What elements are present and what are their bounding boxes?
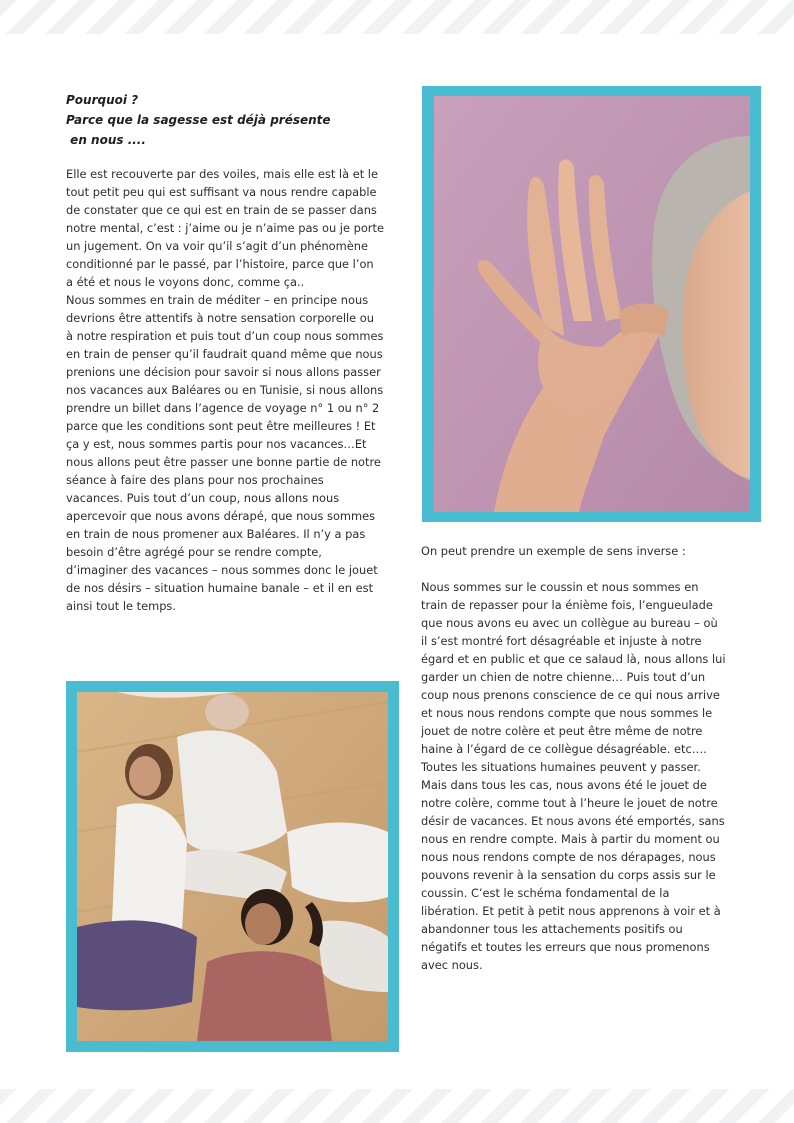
meditation-woman-photo — [434, 96, 750, 512]
group-meditation-photo-frame — [66, 681, 399, 1052]
heading-line-2: Parce que la sagesse est déjà présente — [66, 113, 331, 127]
group-meditation-photo — [77, 692, 388, 1041]
left-column-text — [66, 165, 384, 615]
right-paragraph-1: On peut prendre un exemple de sens inverse : — [421, 544, 686, 558]
left-paragraph-1: Elle est recouverte par des voiles, mais elle est là et le tout petit peu qui est suffisant va nous rendre capable de constater que ce qui est en train de se passer dans notre mental, c’est : j’aime ou je n’aime pas ou je porte un jugement. On va voir qu’il s’agit d’un phénomène conditionné par le passé, par l’histoire, parce que l’on a été et nous le voyons donc, comme ça.. — [66, 167, 384, 289]
left-paragraph-2: Nous sommes en train de méditer – en principe nous devrions être attentifs à notre sensation corporelle ou à notre respiration et puis tout d’un coup nous sommes en train de penser qu’il faudrait quand même que nous prenions une décision pour savoir si nous allons passer nos vacances aux Baléares ou en Tunisie, si nous allons prendre un billet dans l’agence de voyage n° 1 ou n° 2 parce que les conditions sont peut être meilleures ! Et ça y est, nous sommes partis pour nos vacances…Et nous allons peut être passer une bonne partie de notre séance à faire des plans pour nos prochaines vacances. Puis tout d’un coup, nous allons nous apercevoir que nous avons dérapé, que nous sommes en train de nous promener aux Baléares. Il n’y a pas besoin d’être agrégé pour se rendre compte, d’imaginer des vacances – nous sommes donc le jouet de nos désirs – situation humaine banale – et il en est ainsi tout le temps. — [66, 293, 384, 613]
right-column-text — [421, 542, 727, 974]
heading-line-3: en nous .... — [66, 133, 146, 147]
section-heading — [66, 90, 386, 150]
meditation-woman-photo-frame — [422, 86, 761, 522]
top-stripe-band — [0, 0, 794, 34]
heading-line-1: Pourquoi ? — [66, 93, 139, 107]
right-paragraph-2: Nous sommes sur le coussin et nous sommes en train de repasser pour la énième fois, l’engueulade que nous avons eu avec un collègue au bureau – où il s’est montré fort désagréable et injuste à notre égard et en public et que ce salaud là, nous allons lui garder un chien de notre chienne… Puis tout d’un coup nous prenons conscience de ce qui nous arrive et nous nous rendons compte que nous sommes le jouet de notre colère et peut être même de notre haine à l’égard de ce collègue désagréable. etc…. Toutes les situations humaines peuvent y passer. Mais dans tous les cas, nous avons été le jouet de notre colère, comme tout à l’heure le jouet de notre désir de vacances. Et nous avons été emportés, sans nous en rendre compte. Mais à partir du moment ou nous nous rendons compte de nos dérapages, nous pouvons revenir à la sensation du corps assis sur le coussin. C’est le schéma fondamental de la libération. Et petit à petit nous apprenons à voir et à abandonner tous les attachements positifs ou négatifs et toutes les erreurs que nous promenons avec nous. — [421, 580, 726, 972]
paragraph-gap — [421, 560, 727, 578]
bottom-stripe-band — [0, 1089, 794, 1123]
